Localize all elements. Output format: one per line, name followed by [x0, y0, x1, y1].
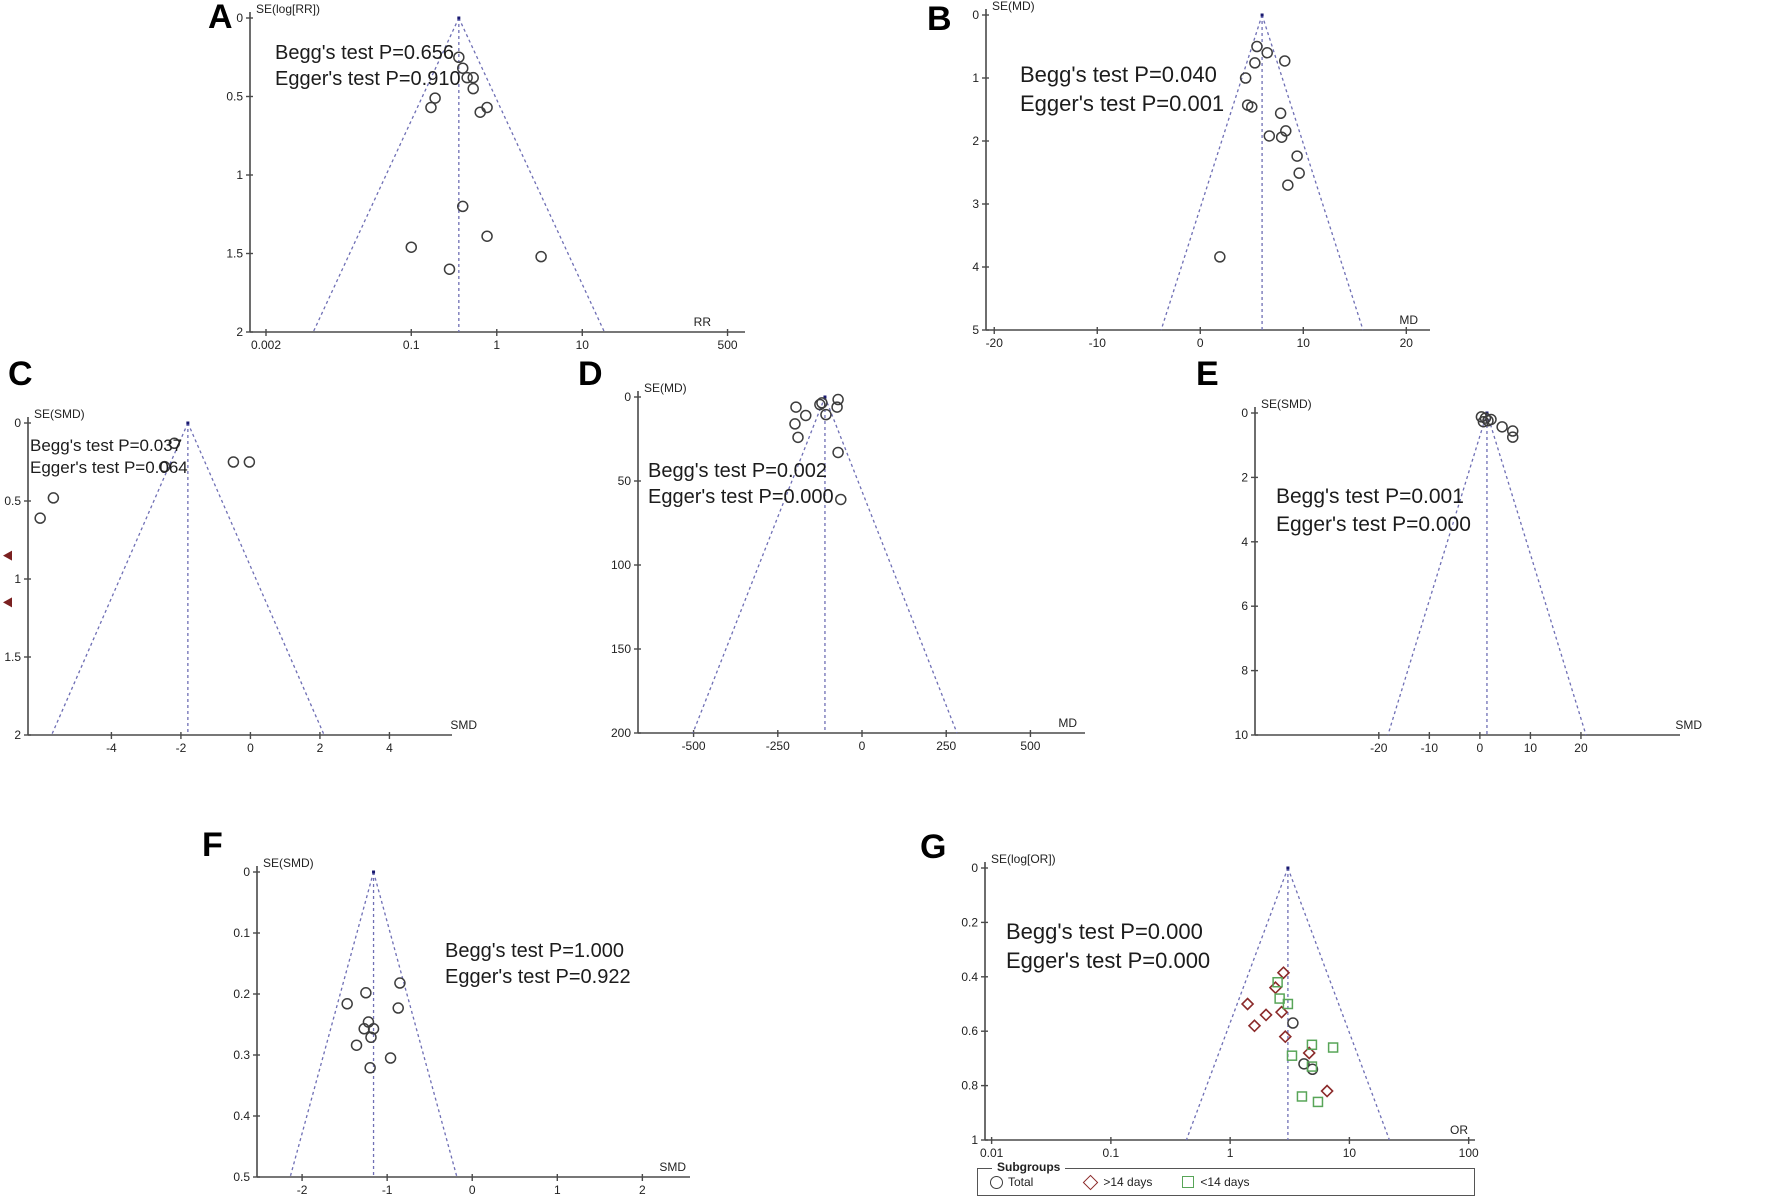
panel-label-b: B [927, 0, 952, 38]
panel-d [570, 355, 1110, 755]
beggs-test-text: Begg's test P=0.002 [648, 460, 827, 482]
funnel-plot-f [180, 820, 760, 1199]
legend-label-lt14days: <14 days [1200, 1175, 1250, 1189]
test-annotation-f [445, 938, 631, 991]
svg-text:10: 10 [1342, 1146, 1357, 1160]
svg-text:1: 1 [972, 71, 979, 85]
panel-label-e: E [1196, 355, 1219, 393]
subgroups-legend [977, 1160, 1475, 1196]
svg-text:2: 2 [972, 134, 979, 148]
svg-text:100: 100 [1458, 1146, 1479, 1160]
svg-text:-2: -2 [175, 741, 187, 755]
panel-label-d: D [578, 355, 603, 393]
test-annotation-a [275, 40, 461, 93]
svg-text:RR: RR [693, 315, 711, 329]
panel-label-c: C [8, 355, 33, 393]
svg-text:SE(log[RR]): SE(log[RR]) [256, 2, 321, 16]
svg-text:1: 1 [971, 1133, 978, 1147]
svg-text:SMD: SMD [1675, 718, 1702, 732]
panel-g [920, 820, 1530, 1199]
svg-text:10: 10 [575, 338, 589, 352]
svg-text:0: 0 [1476, 741, 1484, 755]
svg-text:1: 1 [553, 1183, 561, 1197]
svg-text:10: 10 [1296, 336, 1310, 350]
panel-label-a: A [208, 0, 233, 36]
legend-label-total: Total [1008, 1175, 1034, 1189]
beggs-test-text: Begg's test P=0.001 [1276, 485, 1464, 508]
legend-item-ge14days [1085, 1175, 1152, 1189]
eggers-test-text: Egger's test P=0.064 [30, 458, 188, 478]
beggs-test-text: Begg's test P=0.656 [275, 42, 454, 64]
svg-text:200: 200 [610, 726, 631, 740]
beggs-test-text: Begg's test P=0.037 [30, 436, 183, 455]
svg-text:1: 1 [1226, 1146, 1234, 1160]
svg-text:-4: -4 [106, 741, 117, 755]
legend-item-total [990, 1175, 1033, 1189]
svg-text:OR: OR [1450, 1123, 1468, 1137]
svg-text:0.1: 0.1 [233, 926, 250, 940]
svg-text:-250: -250 [765, 739, 790, 753]
svg-text:1: 1 [14, 572, 21, 586]
panel-c [0, 355, 510, 755]
svg-text:0.01: 0.01 [979, 1146, 1004, 1160]
eggers-test-text: Egger's test P=0.001 [1020, 91, 1225, 117]
funnel-plot-d [570, 355, 1110, 755]
svg-text:-500: -500 [681, 739, 706, 753]
svg-text:0: 0 [468, 1183, 476, 1197]
svg-text:SMD: SMD [450, 718, 477, 732]
eggers-test-text: Egger's test P=0.000 [1276, 512, 1471, 536]
test-annotation-c [30, 435, 188, 480]
circle-marker-icon [990, 1176, 1003, 1189]
test-annotation-b [1020, 60, 1224, 118]
svg-text:100: 100 [610, 558, 631, 572]
svg-text:4: 4 [972, 260, 979, 274]
svg-text:1: 1 [493, 338, 501, 352]
svg-text:0: 0 [247, 741, 254, 755]
diamond-marker-icon [1083, 1174, 1099, 1190]
svg-text:SE(MD): SE(MD) [992, 0, 1035, 13]
svg-text:MD: MD [1058, 716, 1077, 730]
svg-text:50: 50 [617, 474, 631, 488]
svg-text:0.8: 0.8 [961, 1078, 978, 1093]
svg-text:-1: -1 [381, 1183, 393, 1197]
svg-text:150: 150 [610, 642, 631, 656]
svg-text:SE(SMD): SE(SMD) [263, 856, 314, 870]
svg-text:0.3: 0.3 [233, 1048, 250, 1062]
svg-text:3: 3 [972, 197, 979, 211]
svg-text:-2: -2 [296, 1183, 308, 1197]
svg-text:4: 4 [386, 741, 393, 755]
square-marker-icon [1182, 1176, 1194, 1188]
funnel-plot-a [180, 0, 760, 350]
beggs-test-text: Begg's test P=0.040 [1020, 62, 1217, 87]
legend-title: Subgroups [992, 1160, 1065, 1174]
svg-text:0.1: 0.1 [1102, 1146, 1120, 1160]
svg-text:0: 0 [236, 11, 243, 25]
svg-text:0.5: 0.5 [226, 89, 243, 104]
svg-text:0.4: 0.4 [233, 1109, 250, 1123]
funnel-plot-c [0, 355, 510, 755]
funnel-plot-b [925, 0, 1490, 350]
panel-label-f: F [202, 826, 223, 864]
funnel-plot-e [1190, 355, 1772, 755]
svg-text:0.5: 0.5 [233, 1170, 250, 1184]
panel-a [180, 0, 760, 350]
svg-text:0.1: 0.1 [402, 338, 420, 352]
svg-text:6: 6 [1241, 599, 1248, 614]
svg-text:0: 0 [971, 861, 978, 875]
svg-text:4: 4 [1241, 534, 1248, 549]
svg-text:20: 20 [1399, 336, 1413, 350]
svg-text:0: 0 [624, 390, 631, 404]
svg-text:20: 20 [1574, 741, 1588, 755]
eggers-test-text: Egger's test P=0.000 [1006, 948, 1211, 974]
svg-text:0.2: 0.2 [233, 987, 250, 1001]
svg-text:0.2: 0.2 [961, 915, 978, 930]
svg-text:0: 0 [14, 416, 21, 430]
svg-text:0: 0 [243, 865, 250, 879]
eggers-test-text: Egger's test P=0.922 [445, 966, 631, 989]
svg-text:-20: -20 [1370, 741, 1388, 755]
funnel-plot-g [920, 820, 1530, 1199]
svg-text:2: 2 [14, 728, 21, 742]
svg-text:-10: -10 [1420, 741, 1439, 755]
svg-text:SMD: SMD [659, 1160, 686, 1174]
svg-text:0.6: 0.6 [961, 1024, 978, 1039]
svg-text:5: 5 [972, 323, 979, 337]
test-annotation-e [1276, 483, 1471, 538]
svg-text:MD: MD [1399, 313, 1418, 327]
svg-text:0: 0 [1241, 406, 1248, 420]
svg-text:2: 2 [1241, 470, 1248, 485]
svg-text:0.002: 0.002 [250, 338, 282, 352]
svg-text:SE(SMD): SE(SMD) [1261, 397, 1312, 411]
test-annotation-g [1006, 917, 1210, 975]
svg-text:-20: -20 [985, 336, 1003, 350]
svg-text:8: 8 [1241, 663, 1248, 678]
svg-text:1: 1 [236, 168, 243, 182]
svg-text:SE(log[OR]): SE(log[OR]) [991, 852, 1056, 866]
svg-text:1.5: 1.5 [4, 650, 21, 664]
panel-e [1190, 355, 1772, 755]
svg-text:0: 0 [1196, 336, 1204, 350]
svg-text:0: 0 [972, 8, 979, 22]
svg-text:500: 500 [717, 338, 738, 352]
beggs-test-text: Begg's test P=1.000 [445, 940, 624, 962]
svg-text:2: 2 [236, 325, 243, 339]
svg-text:250: 250 [936, 739, 957, 753]
svg-text:0.4: 0.4 [961, 969, 978, 984]
test-annotation-d [648, 458, 834, 511]
svg-text:SE(MD): SE(MD) [644, 381, 687, 395]
eggers-test-text: Egger's test P=0.910 [275, 68, 461, 91]
svg-text:SE(SMD): SE(SMD) [34, 407, 85, 421]
panel-label-g: G [920, 828, 947, 866]
svg-text:1.5: 1.5 [226, 246, 243, 261]
svg-text:0.5: 0.5 [4, 494, 21, 508]
eggers-test-text: Egger's test P=0.000 [648, 486, 834, 509]
panel-b [925, 0, 1490, 350]
svg-text:0: 0 [858, 739, 866, 753]
beggs-test-text: Begg's test P=0.000 [1006, 919, 1203, 944]
svg-text:2: 2 [316, 741, 324, 755]
svg-text:-10: -10 [1088, 336, 1106, 350]
legend-item-lt14days [1182, 1175, 1249, 1189]
panel-f [180, 820, 760, 1199]
svg-text:10: 10 [1523, 741, 1538, 755]
svg-text:500: 500 [1020, 739, 1041, 753]
legend-label-ge14days: >14 days [1103, 1175, 1153, 1189]
svg-text:2: 2 [639, 1183, 646, 1197]
svg-text:10: 10 [1234, 728, 1248, 742]
